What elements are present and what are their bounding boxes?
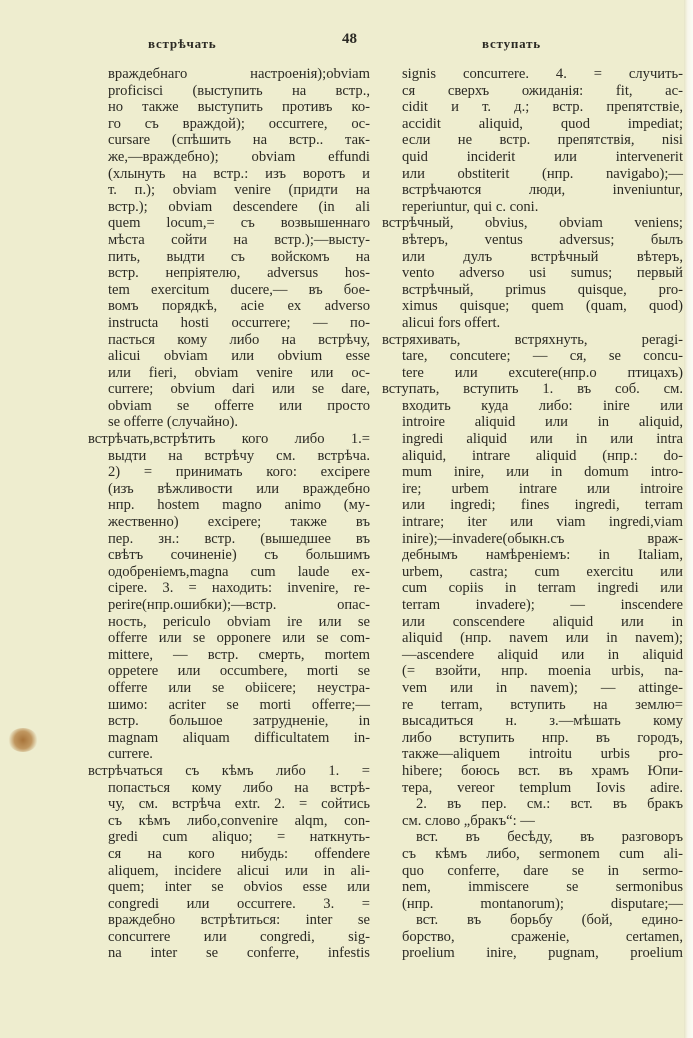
entry-text-line: встр. большое затрудненіе, in (108, 713, 370, 730)
entry-text-line: nem, immiscere se sermonibus (402, 879, 683, 896)
entry-text-line: congredi или occurrere. 3. = (108, 895, 370, 912)
entry-text-line: signis concurrere. 4. = случить- (402, 66, 683, 82)
entry-text-line: пасться кому либо на встрѣчу, (108, 331, 370, 348)
entry-text-line: proelium inire, pugnam, proelium (402, 945, 683, 962)
entry-text-line: го съ враждой); occurrere, oc- (108, 115, 370, 132)
entry-text-line: ingredi aliquid или in или intra (402, 431, 683, 448)
entry-text-line: —ascendere aliquid или in aliquid (402, 646, 683, 663)
entry-text-line: ность, periculo obviam ire или se (108, 613, 370, 630)
entry-headword-line: встрѣчный, obvius, obviam veniens; (382, 215, 683, 232)
entry-text-line: proficisci (выступить на встр., (108, 82, 370, 99)
entry-text-line: quid inciderit или intervenerit (402, 148, 683, 165)
entry-text-line: intrare; iter или viam ingredi,viam (402, 514, 683, 531)
entry-text-line: currere. (108, 746, 153, 763)
entry-text-line: quem locum,= съ возвышеннаго (108, 215, 370, 232)
entry-text-line: mittere, — встр. смерть, mortem (108, 646, 370, 663)
page-number: 48 (342, 31, 357, 47)
entry-text-line: (= взойти, нпр. moenia urbis, na- (402, 663, 683, 680)
page-edge-shadow (684, 0, 693, 1038)
entry-text-line: gredi cum aliquo; = наткнуть- (108, 829, 370, 846)
entry-text-line: см. слово „бракъ“: — (402, 812, 535, 829)
right-column (382, 66, 683, 962)
entry-text-line: se offerre (случайно). (108, 414, 239, 431)
entry-text-line: hibere; боюсь вст. въ храмъ Юпи- (402, 762, 683, 779)
entry-text-line: mum inire, или in domum intro- (402, 464, 683, 481)
entry-text-line: ximus quisque; quem (quam, quod) (402, 298, 683, 315)
entry-text-line: если не встр. препятствія, nisi (402, 132, 683, 149)
entry-text-line: вст. въ борьбу (бой, едино- (416, 912, 683, 929)
entry-text-line: cidit и т. д.; встр. препятствіе, (402, 99, 683, 116)
entry-text-line: urbem, castra; cum exercitu или (402, 563, 683, 580)
entry-text-line: terram invadere); — inscendere (402, 597, 683, 613)
entry-text-line: cum copiis in terram ingredi или (402, 580, 683, 597)
entry-text-line: quo conferre, dare se in sermo- (402, 862, 683, 879)
entry-text-line: вст. въ бесѣду, въ разговоръ (416, 829, 683, 846)
entry-text-line: magnam aliquam difficultatem in- (108, 729, 370, 746)
entry-text-line: ся на кого нибудь: offendere (108, 845, 370, 862)
entry-text-line: 2) = принимать кого: excipere (108, 464, 370, 481)
entry-text-line: concurrere или congredi, sig- (108, 928, 370, 945)
entry-text-line: instructa hosti occurrere; — по- (108, 314, 370, 331)
entry-text-line: жественно) excipere; также въ (108, 514, 370, 531)
entry-text-line: (нпр. montanorum); disputare;— (402, 895, 683, 912)
entry-text-line: или obstiterit (нпр. navigabo);— (402, 165, 683, 182)
left-column (88, 66, 370, 962)
paper-stain (8, 728, 38, 752)
entry-text-line: vem или in navem); — attinge- (402, 679, 683, 696)
running-head-left: встрѣчать (148, 36, 217, 51)
entry-text-line: aliquid, intrare aliquid (нпр.: do- (402, 447, 683, 464)
entry-headword-line: встряхивать, встряхнуть, peragi- (382, 331, 683, 348)
running-head-right: вступать (482, 36, 541, 51)
entry-text-line: introire aliquid или in aliquid, (402, 414, 683, 431)
entry-text-line: попасться кому либо на встрѣ- (108, 779, 370, 796)
entry-text-line: accidit aliquid, quod impediat; (402, 115, 683, 132)
entry-text-line: cursare (спѣшить на встр.. так- (108, 132, 370, 149)
entry-text-line: alicui obviam или obvium esse (108, 348, 370, 365)
entry-text-line: alicui fors offert. (402, 314, 501, 331)
entry-text-line: obviam se offerre или просто (108, 397, 370, 414)
entry-text-line: currere; obvium dari или se dare, (108, 381, 370, 398)
entry-headword-line: вступать, вступить 1. въ соб. см. (382, 381, 683, 398)
entry-text-line: inire);—invadere(обыкн.съ враж- (402, 530, 683, 547)
entry-text-line: offerre или se opponere или se com- (108, 630, 370, 647)
entry-text-line: aliquid (нпр. navem или in navem); (402, 630, 683, 647)
entry-text-line: пить, выдти съ войскомъ на (108, 248, 370, 265)
entry-text-line: нпр. hostem magno animo (му- (108, 497, 370, 514)
entry-text-line: 2. въ пер. см.: вст. въ бракъ (416, 796, 683, 813)
entry-headword-line: встрѣчаться съ кѣмъ либо 1. = (88, 762, 370, 779)
entry-text-line: враждебнаго настроенія);obviam (108, 66, 370, 82)
entry-text-line: вомъ порядкѣ, acie ex adverso (108, 298, 370, 315)
entry-text-line: или fieri, obviam venire или oc- (108, 364, 370, 381)
entry-text-line: борство, сраженіе, certamen, (402, 928, 683, 945)
entry-text-line: высадиться н. з.—мѣшать кому (402, 713, 683, 730)
entry-text-line: вѣтеръ, ventus adversus; былъ (402, 231, 683, 248)
entry-text-line: tem exercitum ducere,— въ бое- (108, 281, 370, 298)
entry-text-line: выдти на встрѣчу см. встрѣча. (108, 447, 370, 464)
entry-text-line: враждебно встрѣтиться: inter se (108, 912, 370, 929)
entry-text-line: пер. зн.: встр. (вышедшее въ (108, 530, 370, 547)
entry-text-line: встрѣчный, primus quisque, pro- (402, 281, 683, 298)
entry-text-line: (изъ вѣжливости или враждебно (108, 480, 370, 497)
entry-text-line: cipere. 3. = находить: invenire, re- (108, 580, 370, 597)
entry-text-line: или дулъ встрѣчный вѣтеръ, (402, 248, 683, 265)
entry-text-line: perire(нпр.ошибки);—встр. опас- (108, 597, 370, 613)
entry-text-line: vento adverso usi sumus; первый (402, 265, 683, 282)
entry-text-line: offerre или se obiicere; неустра- (108, 679, 370, 696)
entry-text-line: встр. непріятелю, adversus hos- (108, 265, 370, 282)
entry-text-line: встр.); obviam descendere (in ali (108, 198, 370, 215)
entry-text-line: чу, см. встрѣча extr. 2. = сойтись (108, 796, 370, 813)
entry-text-line: ire; urbem intrare или introire (402, 480, 683, 497)
entry-text-line: же,—враждебно); obviam effundi (108, 148, 370, 165)
entry-text-line: тера, vereor templum Iovis adire. (402, 779, 683, 796)
entry-text-line: ся сверхъ ожиданія: fit, ac- (402, 82, 683, 99)
entry-headword-line: встрѣчать,встрѣтить кого либо 1.= (88, 431, 370, 448)
entry-text-line: oppetere или occumbere, morti se (108, 663, 370, 680)
entry-text-line: шимо: acriter se morti offerre;— (108, 696, 370, 713)
entry-text-line: но также выступить противъ ко- (108, 99, 370, 116)
entry-text-line: либо вступить нпр. въ городъ, (402, 729, 683, 746)
entry-text-line: re terram, вступить на землю= (402, 696, 683, 713)
entry-text-line: na inter se conferre, infestis (108, 945, 370, 962)
entry-text-line: quem; inter se obvios esse или (108, 879, 370, 896)
entry-text-line: съ кѣмъ либо, sermonem cum ali- (402, 845, 683, 862)
entry-text-line: или ingredi; fines ingredi, terram (402, 497, 683, 514)
entry-text-line: т. п.); obviam venire (придти на (108, 182, 370, 199)
entry-text-line: tere или excutere(нпр.о птицахъ) (402, 364, 683, 381)
entry-text-line: aliquem, incidere alicui или in ali- (108, 862, 370, 879)
entry-text-line: (хлынуть на встр.: изъ воротъ и (108, 165, 370, 182)
entry-text-line: дебнымъ намѣреніемъ: in Italiam, (402, 547, 683, 564)
entry-text-line: reperiuntur, qui c. coni. (402, 198, 539, 215)
entry-text-line: входить куда либо: inire или (402, 397, 683, 414)
entry-text-line: tare, concutere; — ся, se concu- (402, 348, 683, 365)
entry-text-line: мѣста сойти на встр.);—высту- (108, 231, 370, 248)
entry-text-line: также—aliquem introitu urbis pro- (402, 746, 683, 763)
entry-text-line: свѣтъ сочиненіе) съ большимъ (108, 547, 370, 564)
entry-text-line: или conscendere aliquid или in (402, 613, 683, 630)
entry-text-line: встрѣчаются люди, inveniuntur, (402, 182, 683, 199)
entry-text-line: съ кѣмъ либо,convenire alqm, con- (108, 812, 370, 829)
entry-text-line: одобреніемъ,magna cum laude ex- (108, 563, 370, 580)
